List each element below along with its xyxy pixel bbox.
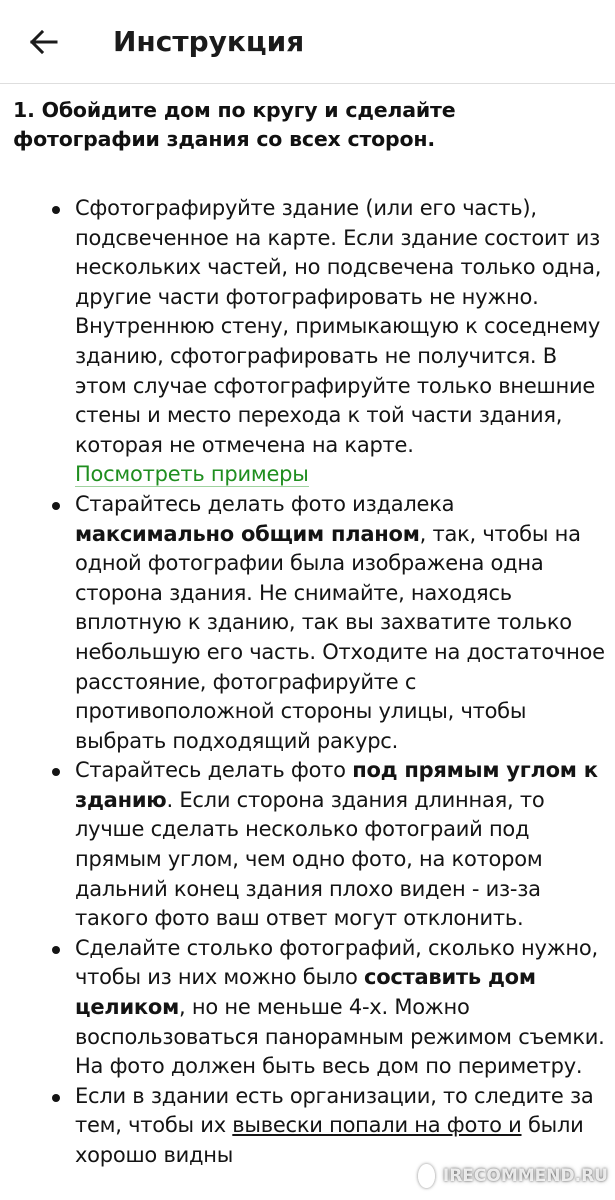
bullet-text: Старайтесь делать фото: [75, 758, 353, 783]
bullet-text: Сделайте столько фотографий, сколько нужно, чтобы из них можно было: [75, 935, 598, 990]
watermark-logo-icon: [418, 1164, 435, 1188]
view-examples-link[interactable]: Посмотреть примеры: [75, 462, 309, 487]
list-item: [0, 194, 615, 490]
bullet-bold-text: максимально общим планом: [75, 521, 420, 546]
bullet-text: Сфотографируйте здание (или его часть), подсвеченное на карте. Если здание состоит из нескольких частей, но подсвечена только одна, другие части фотографировать не нужно. Внутреннюю стену, примыкающую к соседнему зданию, сфотографировать не получится. В этом случае сфотографируйте только внешние стены и место перехода к той части здания, которая не отмечена на карте.: [75, 196, 602, 457]
watermark-text: IRECOMMEND.RU: [442, 1166, 608, 1186]
list-item: [0, 490, 615, 756]
bullet-text: были хорошо видны: [75, 1113, 584, 1167]
instruction-list: [0, 194, 615, 1171]
app-bar: [0, 0, 615, 84]
step-heading: 1. Обойдите дом по кругу и сделайте фотографии здания со всех сторон.: [13, 98, 456, 151]
list-item: [0, 1082, 615, 1171]
signs-underlined-text: вывески попали на фото и: [232, 1113, 522, 1138]
list-item: [0, 756, 615, 934]
bullet-bold-text: под прямым углом к зданию: [75, 758, 598, 812]
bullet-bold-text: составить дом целиком: [75, 965, 536, 1020]
instruction-content: [0, 96, 615, 1171]
bullet-text: . Если сторона здания длинная, то лучше сделать несколько фотограий под прямым углом, чем одно фото, на котором дальний конец здания плохо виден - из-за такого фото ваш ответ могут отклонить.: [75, 787, 545, 931]
bullet-text: , так, чтобы на одной фотографии была изображена одна сторона здания. Не снимайте, находясь вплотную к зданию, так вы захватите только небольшую его часть. Отходите на достаточное расстояние, фотографируйте с противоположной стороны улицы, чтобы выбрать подходящий ракурс.: [75, 521, 605, 753]
site-watermark: [418, 1160, 608, 1192]
back-button[interactable]: [18, 22, 70, 62]
bullet-text: Если в здании есть организации, то следите за тем, чтобы их: [75, 1083, 594, 1138]
arrow-left-icon: [29, 29, 59, 55]
bullet-text: , но не меньше 4-х. Можно воспользоваться панорамным режимом съемки. На фото должен быть весь дом по периметру.: [75, 995, 605, 1079]
page-title: Инструкция: [113, 25, 305, 58]
bullet-text: Старайтесь делать фото издалека: [75, 491, 455, 516]
list-item: [0, 934, 615, 1082]
